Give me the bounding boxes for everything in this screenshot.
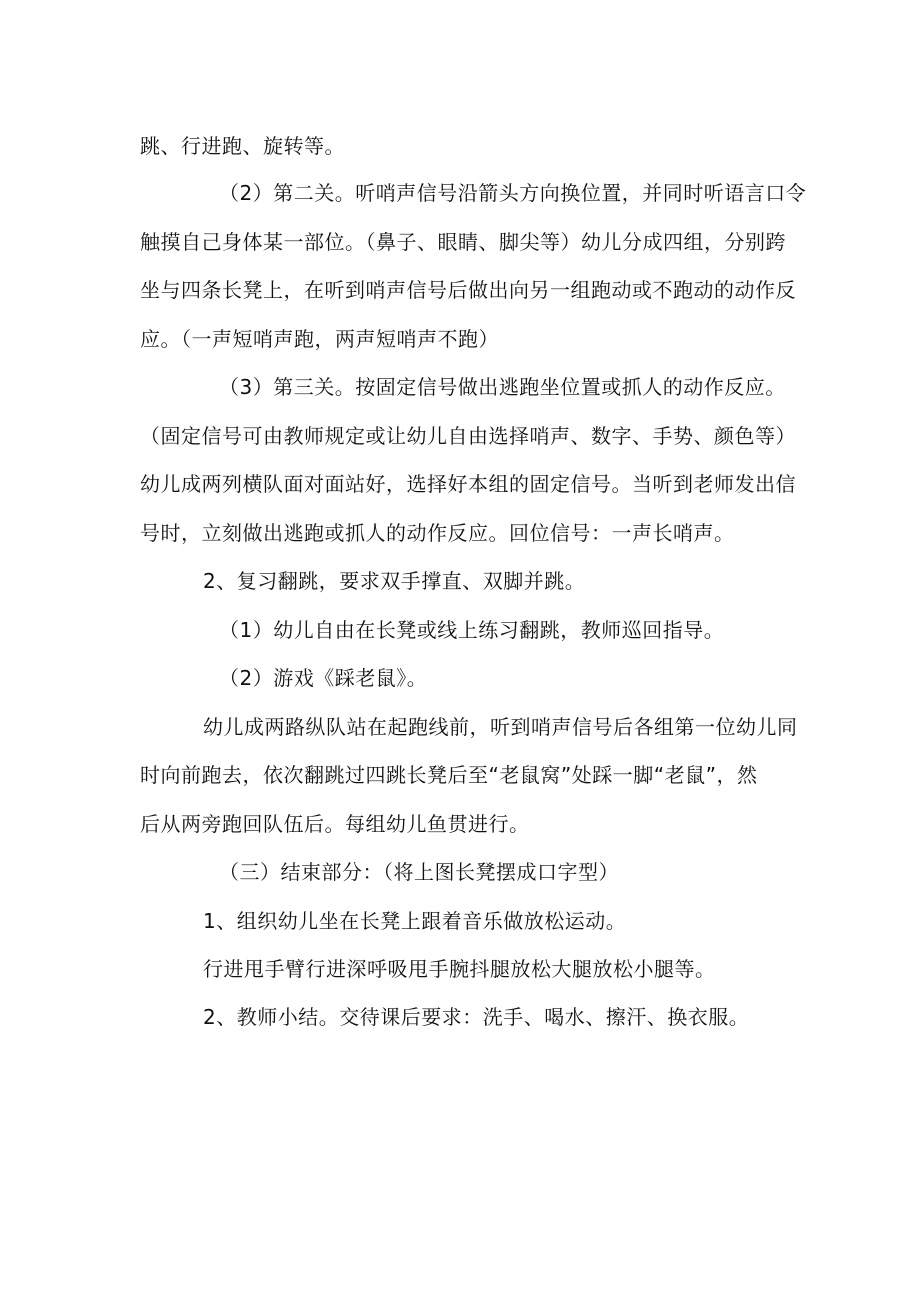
text-line-11: （1）幼儿自由在长凳或线上练习翻跳，教师巡回指导。 [219,618,725,642]
text-line-10: 2、复习翻跳，要求双手撑直、双脚并跳。 [203,569,586,593]
text-line-13: 幼儿成两路纵队站在起跑线前，听到哨声信号后各组第一位幼儿同 [203,715,798,739]
text-line-4: 坐与四条长凳上，在听到哨声信号后做出向另一组跑动或不跑动的动作反 [140,278,796,302]
text-line-8: 幼儿成两列横队面对面站好，选择好本组的固定信号。当听到老师发出信 [140,472,796,496]
text-line-6: （3）第三关。按固定信号做出逃跑坐位置或抓人的动作反应。 [219,375,786,399]
text-line-19: 2、教师小结。交待课后要求：洗手、喝水、擦汗、换衣服。 [203,1005,750,1029]
text-line-16: （三）结束部分：（将上图长凳摆成口字型） [219,860,619,884]
text-line-17: 1、组织幼儿坐在长凳上跟着音乐做放松运动。 [203,909,627,933]
text-line-15: 后从两旁跑回队伍后。每组幼儿鱼贯进行。 [140,812,530,836]
text-line-1: 跳、行进跑、旋转等。 [140,134,345,158]
text-line-2: （2）第二关。听哨声信号沿箭头方向换位置，并同时听语言口令 [219,181,807,205]
text-line-3: 触摸自己身体某一部位。（鼻子、眼睛、脚尖等）幼儿分成四组，分别跨 [140,230,786,254]
text-line-9: 号时，立刻做出逃跑或抓人的动作反应。回位信号：一声长哨声。 [140,521,735,545]
text-line-12: （2）游戏《踩老鼠》。 [219,666,428,690]
text-line-7: （固定信号可由教师规定或让幼儿自由选择哨声、数字、手势、颜色等） [140,424,796,448]
text-line-14: 时向前跑去，依次翻跳过四跳长凳后至“老鼠窝”处踩一脚“老鼠”，然 [140,763,758,787]
text-line-5: 应。（一声短哨声跑，两声短哨声不跑） [140,327,499,351]
text-line-18: 行进甩手臂行进深呼吸甩手腕抖腿放松大腿放松小腿等。 [203,957,716,981]
